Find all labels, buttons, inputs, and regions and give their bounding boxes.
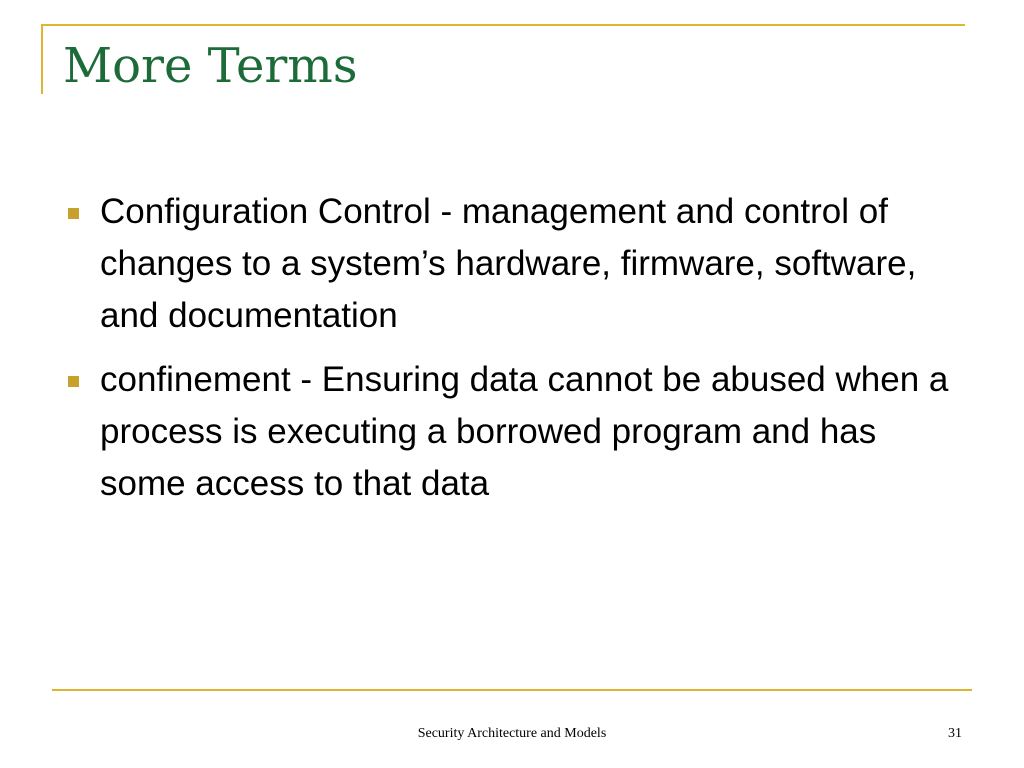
- frame-left-rule: [41, 24, 43, 94]
- bullet-item: [62, 186, 962, 342]
- bullet-item: [62, 354, 962, 510]
- bullet-text: Configuration Control - management and control of changes to a system’s hardware, firmware, software, and documentation: [100, 192, 917, 335]
- footer-rule: [52, 689, 972, 691]
- bullet-list: [62, 186, 962, 522]
- page-number: 31: [948, 726, 962, 741]
- square-bullet-icon: [68, 208, 79, 219]
- square-bullet-icon: [68, 376, 79, 387]
- frame-top-rule: [41, 24, 965, 26]
- bullet-text: confinement - Ensuring data cannot be abused when a process is executing a borrowed program and has some access to that data: [100, 360, 949, 503]
- footer-text: Security Architecture and Models: [417, 726, 607, 741]
- slide-title: More Terms: [63, 38, 358, 94]
